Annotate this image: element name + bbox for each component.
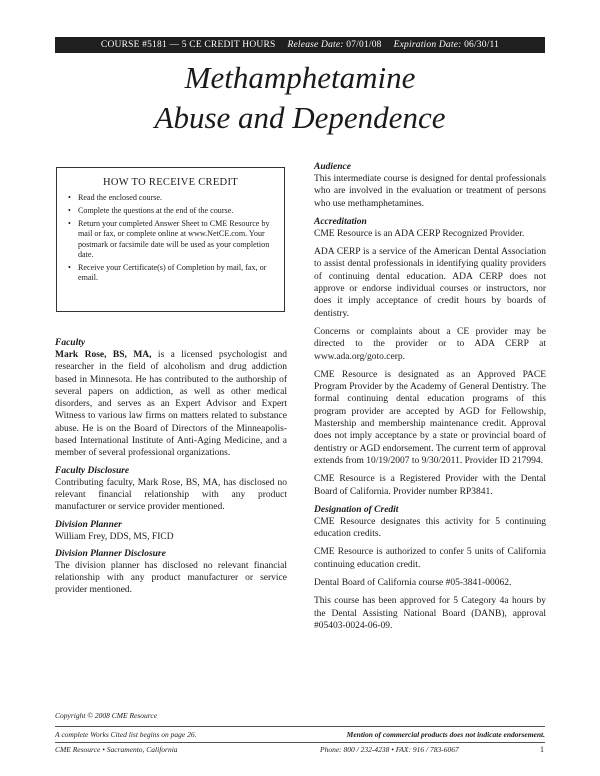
title-line-1: Methamphetamine xyxy=(184,60,416,95)
page-number: 1 xyxy=(540,745,544,754)
division-planner-disclosure: The division planner has disclosed no relevant financial relationship with any product manufacturer or service provider mentioned. xyxy=(55,560,287,596)
footer-divider-top xyxy=(55,726,545,727)
accreditation-paragraph: CME Resource is an ADA CERP Recognized Provider. xyxy=(314,228,525,239)
audience-text: This intermediate course is designed for dental professionals who are involved in the evaluation or treatment of persons who use methamphetamines. xyxy=(314,174,546,209)
accreditation-heading: Accreditation xyxy=(314,216,367,227)
accreditation-paragraph: CME Resource is designated as an Approved PACE Program Provider by the Academy of General Dentistry. The formal continuing dental education programs of this program provider are accepted by AGD for Fellowship, Mastership and membership maintenance credit. Approval does not imply acceptance by a state or provincial board of dentistry or AGD endorsement. The current term of approval extends from 10/19/2007 to 9/30/2011. Provider ID 217994. xyxy=(314,369,546,466)
course-header-bar xyxy=(55,37,545,53)
credit-steps-list xyxy=(67,193,274,284)
credit-step: • Read the enclosed course. xyxy=(67,193,274,203)
page-title xyxy=(55,58,545,138)
faculty-heading: Faculty xyxy=(55,338,86,348)
works-cited-note: A complete Works Cited list begins on page 26. xyxy=(55,730,197,739)
accreditation-paragraph: Concerns or complaints about a CE provider may be directed to the provider or to ADA CERP at www.ada.org/goto.cerp. xyxy=(314,326,546,362)
division-planner-heading: Division Planner xyxy=(55,519,122,530)
faculty-name: Mark Rose, BS, MA, xyxy=(55,350,152,360)
credit-step: • Return your completed Answer Sheet to CME Resource by mail or fax, or complete online at www.NetCE.com. Your postmark or facsimile date will be used as your completion date. xyxy=(67,219,274,261)
copyright-notice: Copyright © 2008 CME Resource xyxy=(55,711,158,720)
credit-box-heading: HOW TO RECEIVE CREDIT xyxy=(103,177,238,188)
credit-step: • Complete the questions at the end of the course. xyxy=(67,206,274,216)
designation-paragraph: Dental Board of California course #05-3841-00062. xyxy=(314,578,512,589)
faculty-bio-paragraph xyxy=(55,349,287,460)
title-line-2: Abuse and Dependence xyxy=(154,100,446,135)
release-date: 07/01/08 xyxy=(346,40,382,50)
course-number-credits: COURSE #5181 — 5 CE CREDIT HOURS xyxy=(100,40,276,50)
faculty-disclosure-heading: Faculty Disclosure xyxy=(55,465,130,476)
expiration-date: 06/30/11 xyxy=(464,40,500,50)
division-planner-disclosure-heading: Division Planner Disclosure xyxy=(55,548,166,559)
faculty-bio: is a licensed psychologist and researcher in the field of alcoholism and drug addiction based in Minnesota. He has contributed to the authorship of several papers on addiction, as well as other medical disorders, and serves as an Expert Advisor and Expert Witness to various law firms on matters related to substance abuse. He is on the Board of Directors of the Minneapolis-based International Institute of Anti-Aging Medicine, and a member of several professional organizations. xyxy=(55,350,287,459)
how-to-receive-credit-box xyxy=(56,167,285,312)
designation-paragraph: CME Resource is authorized to confer 5 units of California continuing education credit. xyxy=(314,547,546,570)
designation-paragraph: CME Resource designates this activity for 5 continuing education credits. xyxy=(314,516,546,540)
publisher-location: CME Resource • Sacramento, California xyxy=(55,745,178,754)
audience-heading: Audience xyxy=(314,162,351,172)
accreditation-paragraph: ADA CERP is a service of the American Dental Association to assist dental professionals in identifying quality providers of continuing dental education. ADA CERP does not approve or endorse individual courses or instructors, nor does it imply acceptance of credit hours by boards of dentistry. xyxy=(314,247,546,319)
division-planner: William Frey, DDS, MS, FICD xyxy=(55,531,174,542)
left-column xyxy=(55,337,287,602)
contact-numbers: Phone: 800 / 232-4238 • FAX: 916 / 783-6067 xyxy=(320,745,459,754)
release-date-label: Release Date: xyxy=(287,40,344,50)
endorsement-disclaimer: Mention of commercial products does not indicate endorsement. xyxy=(346,730,545,739)
right-column xyxy=(314,161,546,638)
credit-step: • Receive your Certificate(s) of Completion by mail, fax, or email. xyxy=(67,263,274,284)
expiration-date-label: Expiration Date: xyxy=(393,40,462,50)
designation-heading: Designation of Credit xyxy=(314,504,399,515)
faculty-disclosure: Contributing faculty, Mark Rose, BS, MA, has disclosed no relevant financial relationship with any product manufacturer or service provider mentioned. xyxy=(55,477,287,513)
designation-paragraph: This course has been approved for 5 Category 4a hours by the Dental Assisting National Board (DANB), approval #05403-0024-06-09. xyxy=(314,596,546,631)
accreditation-paragraph: CME Resource is a Registered Provider with the Dental Board of California. Provider number RP3841. xyxy=(314,474,546,497)
footer-divider-bottom xyxy=(55,742,545,743)
